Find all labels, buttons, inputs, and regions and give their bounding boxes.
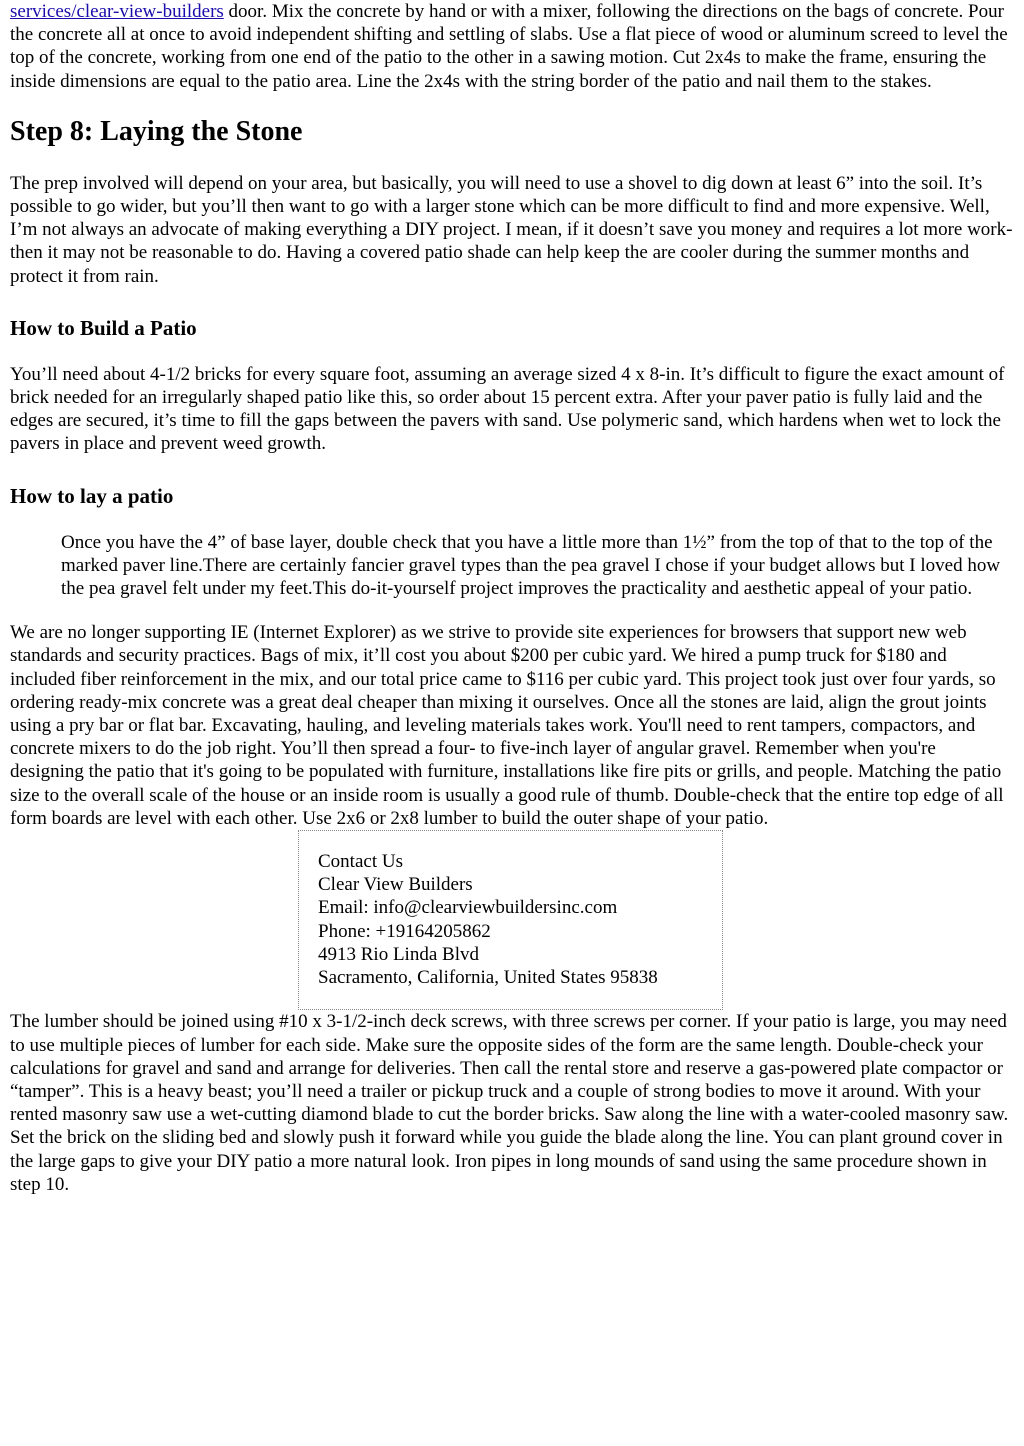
contact-box <box>298 830 723 1010</box>
build-patio-heading: How to Build a Patio <box>10 315 197 340</box>
clear-view-builders-link[interactable]: services/clear-view-builders <box>10 1 224 22</box>
intro-paragraph <box>10 0 1014 93</box>
contact-company: Clear View Builders <box>318 874 473 896</box>
contact-phone: Phone: +19164205862 <box>318 920 491 942</box>
intro-text: door. Mix the concrete by hand or with a mixer, following the directions on the bags of concrete. Pour the concrete all at once to avoid independent shifting and settling of slabs. Use a flat piece of wood or aluminum screed to level the top of the concrete, working from one end of the patio to the other in a sawing motion. Cut 2x4s to make the frame, ensuring the inside dimensions are equal to the patio area. Line the 2x4s with the string border of the patio and nail them to the stakes. <box>10 1 1008 92</box>
contact-email: Email: info@clearviewbuildersinc.com <box>318 897 618 919</box>
contact-city: Sacramento, California, United States 95838 <box>318 967 658 989</box>
build-patio-paragraph: You’ll need about 4-1/2 bricks for every square foot, assuming an average sized 4 x 8-in. It’s difficult to figure the exact amount of brick needed for an irregularly shaped patio like this, so order about 15 percent extra. After your paver patio is fully laid and the edges are secured, it’s time to fill the gaps between the pavers with sand. Use polymeric sand, which hardens when wet to lock the pavers in place and prevent weed growth. <box>10 363 1005 455</box>
contact-street: 4913 Rio Linda Blvd <box>318 943 479 965</box>
final-paragraph: The lumber should be joined using #10 x 3-1/2-inch deck screws, with three screws per corner. If your patio is large, you may need to use multiple pieces of lumber for each side. Make sure the opposite sides of the form are the same length. Double-check your calculations for gravel and sand and arrange for deliveries. Then call the rental store and reserve a gas-powered plate compactor or “tamper”. This is a heavy beast; you’ll need a trailer or pickup truck and a couple of strong bodies to move it around. With your rented masonry saw use a wet-cutting diamond blade to cut the border bricks. Saw along the line with a water-cooled masonry saw. Set the brick on the sliding bed and slowly push it forward while you guide the blade along the line. You can plant ground cover in the large gaps to give your DIY patio a more natural look. Iron pipes in long mounds of sand using the same procedure shown in step 10. <box>10 1011 1009 1195</box>
step-8-heading: Step 8: Laying the Stone <box>10 115 303 147</box>
contact-title: Contact Us <box>318 851 403 873</box>
lay-patio-heading: How to lay a patio <box>10 483 174 508</box>
lay-patio-quote: Once you have the 4” of base layer, double check that you have a little more than 1½” from the top of that to the top of the marked paver line.There are certainly fancier gravel types than the pea gravel I chose if your budget allows but I loved how the pea gravel felt under my feet.This do-it-yourself project improves the practicality and aesthetic appeal of your patio. <box>61 531 1001 600</box>
step-8-paragraph: The prep involved will depend on your area, but basically, you will need to use a shovel to dig down at least 6” into the soil. It’s possible to go wider, but you’ll then want to go with a larger stone which can be more difficult to find and more expensive. Well, I’m not always an advocate of making everything a DIY project. I mean, if it doesn’t save you money and requires a lot more work- then it may not be reasonable to do. Having a covered patio shade can help keep the are cooler during the summer months and protect it from rain. <box>10 172 1013 287</box>
main-paragraph: We are no longer supporting IE (Internet Explorer) as we strive to provide site experiences for browsers that support new web standards and security practices. Bags of mix, it’ll cost you about $200 per cubic yard. We hired a pump truck for $180 and included fiber reinforcement in the mix, and our total price came to $116 per cubic yard. This project took just over four yards, so ordering ready-mix concrete was a great deal cheaper than mixing it ourselves. Once all the stones are laid, align the grout joints using a pry bar or flat bar. Excavating, hauling, and leveling materials takes work. You'll need to rent tampers, compactors, and concrete mixers to do the job right. You’ll then spread a four- to five-inch layer of angular gravel. Remember when you're designing the patio that it's going to be populated with furniture, installations like fire pits or grills, and people. Matching the patio size to the overall scale of the house or an inside room is usually a good rule of thumb. Double-check that the entire top edge of all form boards are level with each other. Use 2x6 or 2x8 lumber to build the outer shape of your patio. <box>10 622 1004 829</box>
